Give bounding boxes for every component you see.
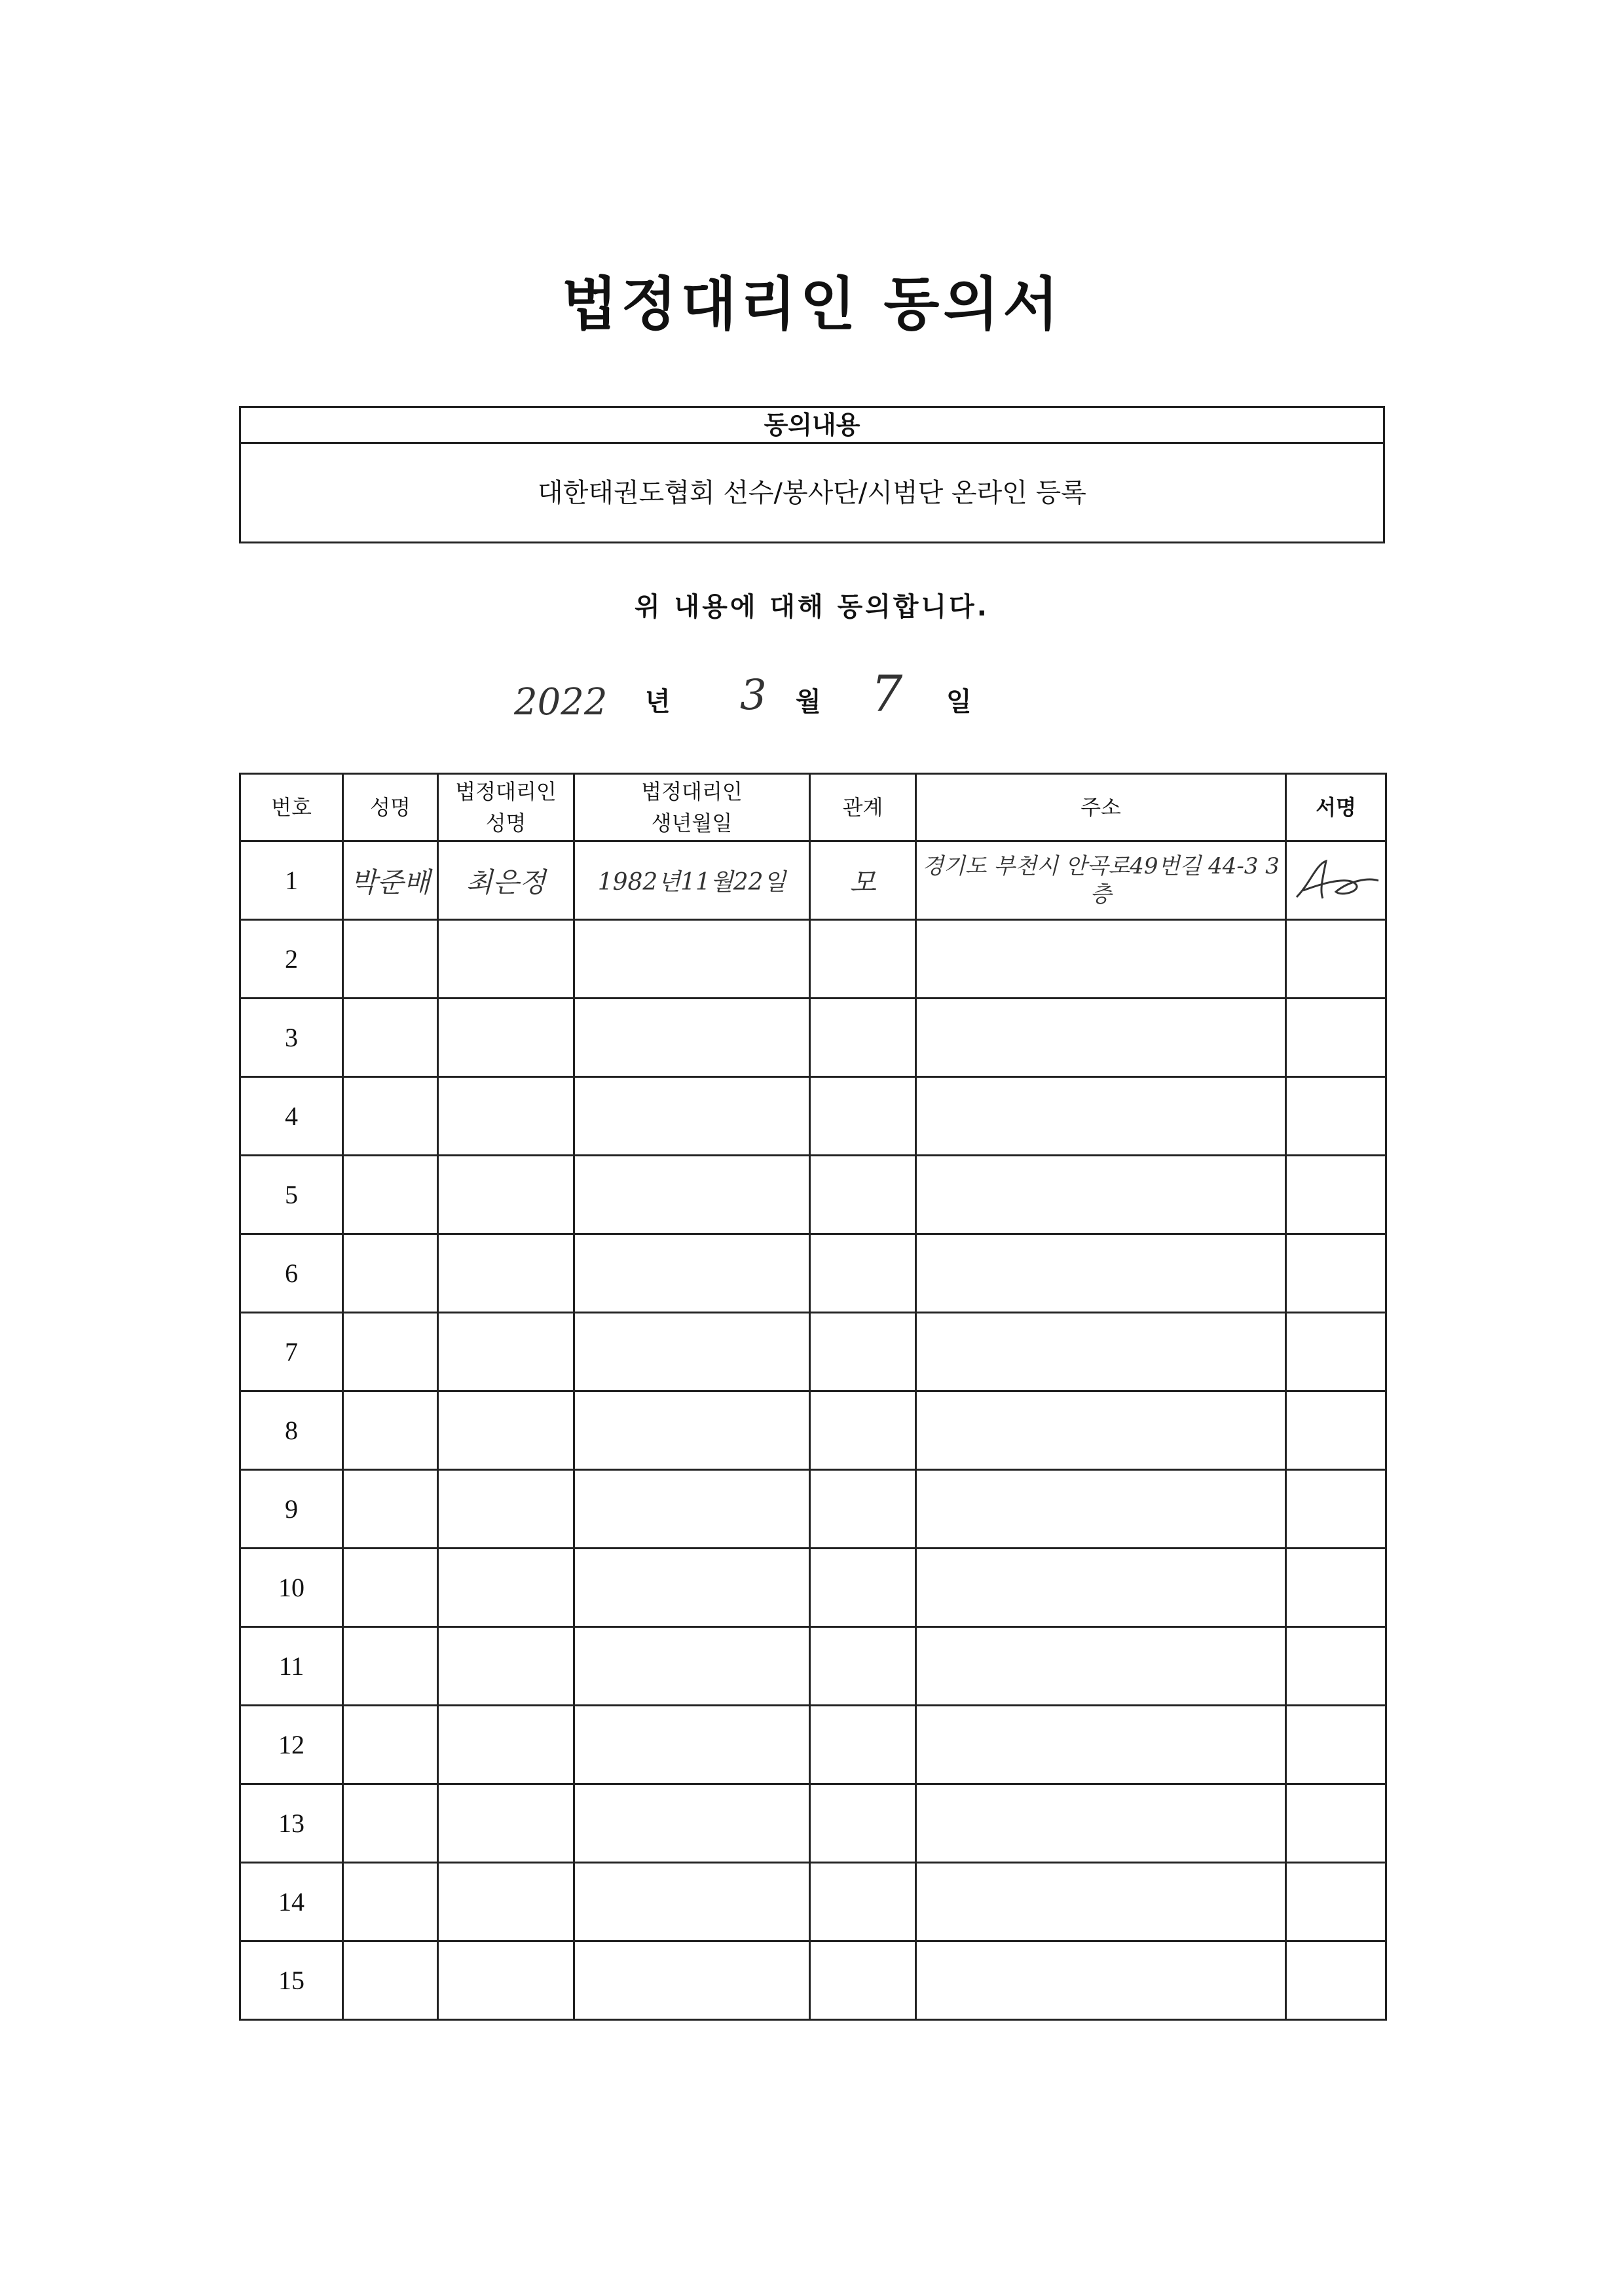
cell-guardian-name — [438, 1391, 574, 1470]
cell-name — [343, 1549, 438, 1627]
date-month-value: 3 — [740, 671, 767, 720]
header-guardian-name: 법정대리인 성명 — [438, 774, 574, 841]
row-number: 10 — [240, 1549, 343, 1627]
table-row — [240, 1077, 1386, 1156]
row-number: 13 — [240, 1784, 343, 1863]
cell-relation — [810, 1941, 916, 2020]
cell-guardian-birth — [574, 1863, 810, 1941]
cell-guardian-name — [438, 1234, 574, 1313]
cell-guardian-birth — [574, 1549, 810, 1627]
header-name: 성명 — [343, 774, 438, 841]
cell-name — [343, 1470, 438, 1549]
cell-signature — [1286, 920, 1386, 999]
cell-guardian-name — [438, 1706, 574, 1784]
table-row — [240, 1234, 1386, 1313]
cell-address — [916, 1706, 1286, 1784]
cell-guardian-name — [438, 1941, 574, 2020]
date-year-value: 2022 — [514, 681, 608, 724]
cell-name — [343, 999, 438, 1077]
cell-guardian-name — [438, 1549, 574, 1627]
document-title: 법정대리인 동의서 — [561, 270, 1063, 338]
cell-name — [343, 1784, 438, 1863]
cell-name — [343, 1077, 438, 1156]
cell-signature — [1286, 1627, 1386, 1706]
row-number: 1 — [240, 841, 343, 920]
cell-relation — [810, 1627, 916, 1706]
cell-address — [916, 1470, 1286, 1549]
row-number: 11 — [240, 1627, 343, 1706]
table-row — [240, 1941, 1386, 2020]
cell-relation — [810, 1470, 916, 1549]
cell-relation — [810, 1549, 916, 1627]
cell-signature — [1286, 1706, 1386, 1784]
cell-signature — [1286, 1549, 1386, 1627]
cell-address — [916, 1941, 1286, 2020]
cell-address — [916, 1156, 1286, 1234]
cell-name: 박준배 — [343, 841, 438, 920]
table-row — [240, 1156, 1386, 1234]
cell-signature — [1286, 841, 1386, 920]
date-day-value: 7 — [871, 665, 903, 723]
date-day-label: 일 — [946, 687, 972, 717]
date-year-label: 년 — [645, 687, 671, 717]
consent-box — [239, 406, 1385, 543]
row-number: 4 — [240, 1077, 343, 1156]
cell-relation — [810, 1784, 916, 1863]
row-number: 6 — [240, 1234, 343, 1313]
cell-signature — [1286, 1077, 1386, 1156]
cell-address — [916, 1391, 1286, 1470]
row-number: 9 — [240, 1470, 343, 1549]
table-row — [240, 1706, 1386, 1784]
table-row — [240, 999, 1386, 1077]
cell-guardian-birth — [574, 1156, 810, 1234]
cell-relation: 모 — [810, 841, 916, 920]
cell-name — [343, 1941, 438, 2020]
cell-relation — [810, 920, 916, 999]
cell-address — [916, 1549, 1286, 1627]
header-guardian-birth: 법정대리인 생년월일 — [574, 774, 810, 841]
cell-guardian-birth — [574, 999, 810, 1077]
cell-signature — [1286, 1313, 1386, 1391]
cell-relation — [810, 1156, 916, 1234]
cell-relation — [810, 1313, 916, 1391]
cell-address — [916, 1627, 1286, 1706]
table-row — [240, 920, 1386, 999]
row-number: 5 — [240, 1156, 343, 1234]
cell-guardian-name: 최은정 — [438, 841, 574, 920]
cell-signature — [1286, 999, 1386, 1077]
cell-signature — [1286, 1941, 1386, 2020]
cell-relation — [810, 1234, 916, 1313]
table-row — [240, 1313, 1386, 1391]
cell-guardian-birth — [574, 1627, 810, 1706]
cell-guardian-name — [438, 1784, 574, 1863]
table-row — [240, 1863, 1386, 1941]
table-row — [240, 1784, 1386, 1863]
date-month-label: 월 — [796, 687, 821, 717]
cell-address — [916, 1234, 1286, 1313]
table-row — [240, 1627, 1386, 1706]
cell-relation — [810, 1391, 916, 1470]
cell-address: 경기도 부천시 안곡로49번길 44-3 3층 — [916, 841, 1286, 920]
cell-relation — [810, 999, 916, 1077]
cell-signature — [1286, 1470, 1386, 1549]
cell-signature — [1286, 1784, 1386, 1863]
header-address: 주소 — [916, 774, 1286, 841]
cell-guardian-birth — [574, 1784, 810, 1863]
table-row — [240, 1391, 1386, 1470]
cell-signature — [1286, 1234, 1386, 1313]
consent-header: 동의내용 — [241, 408, 1383, 444]
cell-address — [916, 920, 1286, 999]
guardian-table — [239, 773, 1387, 2021]
date-line — [0, 665, 1624, 733]
cell-signature — [1286, 1391, 1386, 1470]
cell-guardian-name — [438, 1077, 574, 1156]
cell-guardian-name — [438, 1863, 574, 1941]
cell-name — [343, 1706, 438, 1784]
cell-guardian-birth — [574, 1470, 810, 1549]
cell-guardian-birth — [574, 1234, 810, 1313]
cell-address — [916, 999, 1286, 1077]
header-no: 번호 — [240, 774, 343, 841]
cell-name — [343, 1627, 438, 1706]
table-row — [240, 1470, 1386, 1549]
cell-address — [916, 1077, 1286, 1156]
row-number: 14 — [240, 1863, 343, 1941]
cell-signature — [1286, 1156, 1386, 1234]
cell-guardian-name — [438, 1627, 574, 1706]
cell-guardian-name — [438, 999, 574, 1077]
cell-guardian-name — [438, 1313, 574, 1391]
cell-guardian-birth — [574, 1313, 810, 1391]
cell-guardian-birth: 1982년11월22일 — [574, 841, 810, 920]
cell-guardian-name — [438, 1156, 574, 1234]
cell-name — [343, 1234, 438, 1313]
cell-guardian-birth — [574, 1706, 810, 1784]
header-signature: 서명 — [1286, 774, 1386, 841]
cell-guardian-name — [438, 920, 574, 999]
cell-guardian-birth — [574, 1391, 810, 1470]
row-number: 15 — [240, 1941, 343, 2020]
cell-address — [916, 1313, 1286, 1391]
cell-guardian-birth — [574, 1941, 810, 2020]
cell-address — [916, 1863, 1286, 1941]
handwritten-signature — [1290, 851, 1382, 910]
row-number: 7 — [240, 1313, 343, 1391]
table-row — [240, 1549, 1386, 1627]
cell-signature — [1286, 1863, 1386, 1941]
agree-sentence: 위 내용에 대해 동의합니다. — [634, 592, 989, 622]
table-row — [240, 841, 1386, 920]
cell-address — [916, 1784, 1286, 1863]
cell-name — [343, 1391, 438, 1470]
cell-relation — [810, 1077, 916, 1156]
row-number: 12 — [240, 1706, 343, 1784]
cell-guardian-name — [438, 1470, 574, 1549]
table-header-row — [240, 774, 1386, 841]
cell-guardian-birth — [574, 1077, 810, 1156]
cell-name — [343, 1863, 438, 1941]
cell-name — [343, 920, 438, 999]
cell-guardian-birth — [574, 920, 810, 999]
cell-relation — [810, 1863, 916, 1941]
cell-name — [343, 1156, 438, 1234]
row-number: 3 — [240, 999, 343, 1077]
row-number: 2 — [240, 920, 343, 999]
consent-body: 대한태권도협회 선수/봉사단/시범단 온라인 등록 — [538, 478, 1086, 508]
header-relation: 관계 — [810, 774, 916, 841]
cell-name — [343, 1313, 438, 1391]
cell-relation — [810, 1706, 916, 1784]
row-number: 8 — [240, 1391, 343, 1470]
